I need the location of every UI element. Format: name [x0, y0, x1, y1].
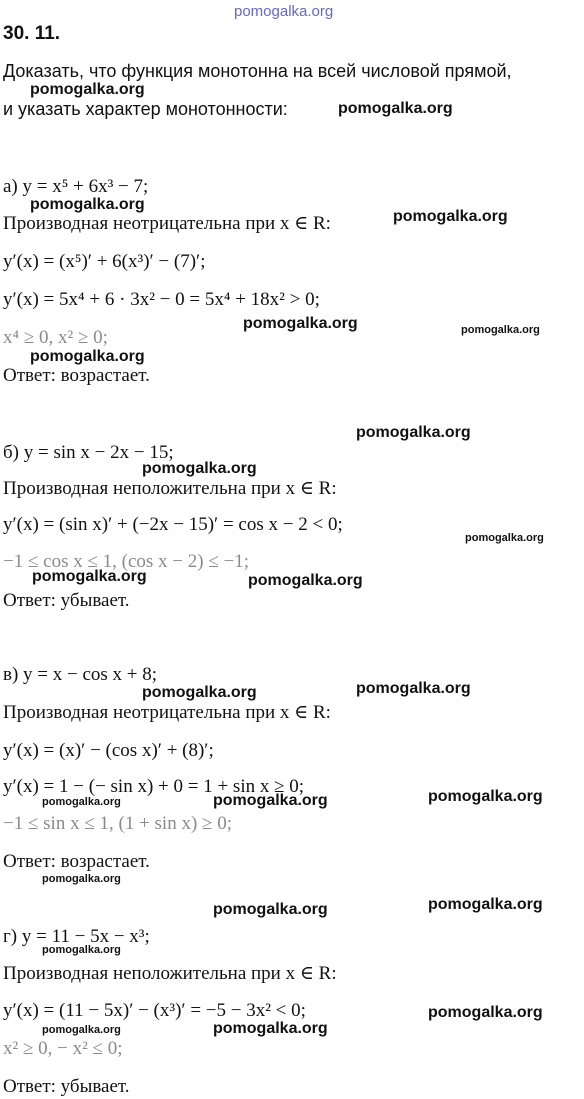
- part-b-statement: Производная неположительна при x ∈ R:: [3, 478, 337, 499]
- part-d-condition: x² ≥ 0, − x² ≤ 0;: [3, 1038, 123, 1059]
- watermark: pomogalka.org: [428, 788, 543, 805]
- watermark: pomogalka.org: [142, 684, 257, 701]
- part-c-derivative-1: y′(x) = (x)′ − (cos x)′ + (8)′;: [3, 740, 214, 761]
- watermark: pomogalka.org: [248, 572, 363, 589]
- watermark: pomogalka.org: [428, 896, 543, 913]
- watermark: pomogalka.org: [356, 680, 471, 697]
- part-c-derivative-2: y′(x) = 1 − (− sin x) + 0 = 1 + sin x ≥ 0;: [3, 776, 305, 797]
- part-c-condition: −1 ≤ sin x ≤ 1, (1 + sin x) ≥ 0;: [3, 813, 232, 834]
- part-a-derivative-1: y′(x) = (x⁵)′ + 6(x³)′ − (7)′;: [3, 251, 206, 272]
- watermark: pomogalka.org: [30, 348, 145, 365]
- part-b-condition: −1 ≤ cos x ≤ 1, (cos x − 2) ≤ −1;: [3, 551, 250, 572]
- watermark: pomogalka.org: [30, 81, 145, 98]
- part-c-statement: Производная неотрицательна при x ∈ R:: [3, 702, 331, 723]
- part-d-answer: Ответ: убывает.: [3, 1076, 130, 1097]
- watermark: pomogalka.org: [42, 873, 121, 885]
- watermark: pomogalka.org: [42, 1024, 121, 1036]
- part-b-header: б) y = sin x − 2x − 15;: [3, 442, 174, 463]
- watermark: pomogalka.org: [42, 944, 121, 956]
- part-a-header: а) y = x⁵ + 6x³ − 7;: [3, 176, 149, 197]
- task-line-2: и указать характер монотонности:: [3, 99, 288, 119]
- watermark: pomogalka.org: [32, 568, 147, 585]
- problem-number: 30. 11.: [3, 23, 61, 44]
- watermark: pomogalka.org: [213, 1020, 328, 1037]
- part-b-answer: Ответ: убывает.: [3, 590, 130, 611]
- part-b-derivative-1: y′(x) = (sin x)′ + (−2x − 15)′ = cos x − 2 < 0;: [3, 514, 343, 535]
- watermark: pomogalka.org: [243, 315, 358, 332]
- watermark: pomogalka.org: [213, 901, 328, 918]
- part-d-header: г) y = 11 − 5x − x³;: [3, 926, 150, 947]
- watermark: pomogalka.org: [213, 792, 328, 809]
- part-c-answer: Ответ: возрастает.: [3, 851, 150, 872]
- part-d-derivative-1: y′(x) = (11 − 5x)′ − (x³)′ = −5 − 3x² < 0;: [3, 1000, 306, 1021]
- part-c-header: в) y = x − cos x + 8;: [3, 664, 158, 685]
- watermark: pomogalka.org: [393, 208, 508, 225]
- watermark: pomogalka.org: [142, 460, 257, 477]
- task-line-1: Доказать, что функция монотонна на всей числовой прямой,: [3, 61, 512, 81]
- part-d-statement: Производная неположительна при x ∈ R:: [3, 963, 337, 984]
- part-a-condition: x⁴ ≥ 0, x² ≥ 0;: [3, 327, 108, 348]
- watermark: pomogalka.org: [42, 796, 121, 808]
- watermark: pomogalka.org: [30, 196, 145, 213]
- part-a-statement: Производная неотрицательна при x ∈ R:: [3, 213, 331, 234]
- part-a-answer: Ответ: возрастает.: [3, 365, 150, 386]
- watermark: pomogalka.org: [356, 424, 471, 441]
- watermark: pomogalka.org: [465, 532, 544, 544]
- part-a-derivative-2: y′(x) = 5x⁴ + 6 · 3x² − 0 = 5x⁴ + 18x² > 0;: [3, 289, 320, 310]
- site-watermark-top[interactable]: pomogalka.org: [234, 3, 334, 20]
- watermark: pomogalka.org: [461, 324, 540, 336]
- watermark: pomogalka.org: [338, 100, 453, 117]
- watermark: pomogalka.org: [428, 1004, 543, 1021]
